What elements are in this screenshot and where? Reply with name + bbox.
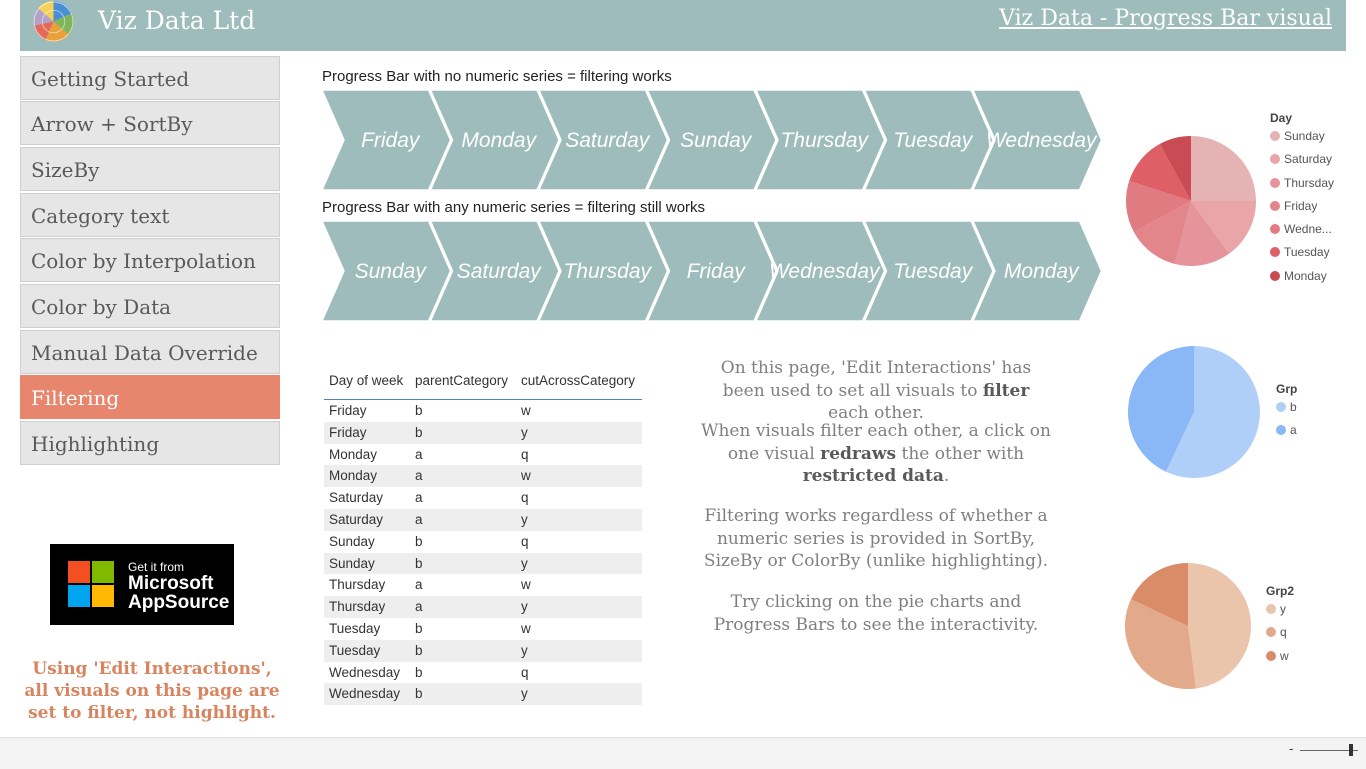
appsource-badge[interactable] bbox=[50, 544, 234, 625]
zoom-slider-handle[interactable] bbox=[1349, 744, 1353, 756]
table-cell: q bbox=[521, 490, 529, 506]
progress-step-label: Tuesday bbox=[893, 260, 973, 283]
table-cell: Wednesday bbox=[329, 664, 401, 680]
table-cell: a bbox=[415, 446, 423, 462]
table-row[interactable] bbox=[324, 465, 642, 487]
legend-item[interactable] bbox=[1276, 396, 1297, 419]
table-row[interactable] bbox=[324, 574, 642, 596]
legend-item[interactable] bbox=[1266, 645, 1294, 668]
status-bar bbox=[0, 737, 1366, 769]
legend-label: a bbox=[1290, 423, 1297, 438]
zoom-out-icon[interactable]: - bbox=[1289, 741, 1294, 756]
info-p2-text-e: . bbox=[943, 466, 950, 486]
legend-item[interactable] bbox=[1270, 148, 1334, 171]
legend-dot-icon bbox=[1266, 627, 1276, 637]
legend-item[interactable] bbox=[1270, 172, 1334, 195]
table-cell: y bbox=[521, 642, 528, 658]
legend-item[interactable] bbox=[1266, 598, 1294, 621]
info-paragraph-4: Try clicking on the pie charts and Progress Bars to see the interactivity. bbox=[713, 592, 1039, 635]
legend-label: w bbox=[1280, 648, 1289, 663]
info-p2-text-a: When visuals filter each other, a click on one visual bbox=[700, 421, 1051, 464]
table-cell: w bbox=[521, 620, 531, 636]
table-cell: a bbox=[415, 468, 423, 484]
legend-label: Friday bbox=[1284, 198, 1318, 213]
sidebar-item-highlighting[interactable]: Highlighting bbox=[20, 421, 280, 465]
legend-label: Tuesday bbox=[1284, 245, 1330, 260]
table-row[interactable] bbox=[324, 618, 642, 640]
table-cell: a bbox=[415, 577, 423, 593]
sidebar-item-color-by-data[interactable]: Color by Data bbox=[20, 284, 280, 328]
progress-bar-2-title: Progress Bar with any numeric series = filtering still works bbox=[322, 199, 706, 216]
table-row[interactable] bbox=[324, 640, 642, 662]
progress-step-label: Wednesday bbox=[768, 260, 880, 283]
page-title-link[interactable]: Viz Data - Progress Bar visual bbox=[999, 6, 1332, 31]
progress-bar-1-title: Progress Bar with no numeric series = filtering works bbox=[322, 68, 672, 85]
legend-dot-icon bbox=[1276, 425, 1286, 435]
legend-label: y bbox=[1280, 602, 1286, 616]
progress-step-label: Thursday bbox=[563, 260, 652, 283]
legend-title: Grp2 bbox=[1266, 584, 1295, 598]
pie-slice-sunday[interactable] bbox=[1191, 136, 1256, 201]
table-cell: w bbox=[521, 468, 531, 484]
legend-item[interactable] bbox=[1270, 125, 1334, 148]
legend-grp bbox=[1276, 382, 1297, 443]
microsoft-logo-icon bbox=[68, 561, 114, 607]
table-cell: a bbox=[415, 511, 423, 527]
table-row[interactable] bbox=[324, 422, 642, 444]
progress-step-label: Sunday bbox=[354, 260, 426, 283]
legend-item[interactable] bbox=[1276, 419, 1297, 442]
progress-step-label: Thursday bbox=[780, 129, 869, 152]
legend-dot-icon bbox=[1266, 604, 1276, 614]
table-cell: b bbox=[415, 620, 423, 636]
legend-label: Thursday bbox=[1284, 175, 1335, 190]
table-cell: w bbox=[521, 577, 531, 593]
table-cell: a bbox=[415, 490, 423, 506]
table-cell: b bbox=[415, 642, 423, 658]
table-header-parent[interactable]: parentCategory bbox=[415, 373, 509, 388]
table-cell: Sunday bbox=[329, 533, 375, 549]
table-row[interactable] bbox=[324, 400, 642, 422]
table-row[interactable] bbox=[324, 683, 642, 705]
legend-title: Day bbox=[1270, 111, 1293, 125]
table-row[interactable] bbox=[324, 662, 642, 684]
table-cell: y bbox=[521, 686, 528, 702]
progress-step-label: Monday bbox=[1003, 260, 1079, 283]
table-cell: Thursday bbox=[329, 599, 386, 615]
data-table bbox=[324, 368, 642, 705]
info-paragraph-1 bbox=[700, 357, 1052, 425]
table-row[interactable] bbox=[324, 596, 642, 618]
table-cell: w bbox=[521, 403, 531, 418]
sidebar-item-sizeby[interactable]: SizeBy bbox=[20, 147, 280, 191]
table-cell: q bbox=[521, 446, 529, 462]
progress-step-label: Saturday bbox=[565, 129, 650, 152]
info-p1-text-a: On this page, 'Edit Interactions' has been used to set all visuals to bbox=[720, 358, 1032, 401]
table-cell: Wednesday bbox=[329, 686, 401, 702]
table-header-cut[interactable]: cutAcrossCategory bbox=[521, 373, 636, 388]
table-header-day[interactable]: Day of week bbox=[329, 373, 404, 388]
progress-step-label: Monday bbox=[461, 129, 537, 152]
info-paragraph-3: Filtering works regardless of whether a numeric series is provided in SortBy, SizeBy or ColorBy (unlike highlighting). bbox=[703, 506, 1049, 571]
sidebar-item-color-by-interpolation[interactable]: Color by Interpolation bbox=[20, 238, 280, 282]
table-cell: b bbox=[415, 403, 423, 418]
table-cell: y bbox=[521, 555, 528, 571]
table-cell: b bbox=[415, 424, 423, 440]
table-cell: y bbox=[521, 599, 528, 615]
sidebar-item-arrow-sortby[interactable]: Arrow + SortBy bbox=[20, 101, 280, 145]
table-cell: q bbox=[521, 664, 529, 680]
legend-item[interactable] bbox=[1270, 265, 1334, 288]
table-cell: b bbox=[415, 664, 423, 680]
legend-dot-icon bbox=[1276, 402, 1286, 412]
legend-label: Sunday bbox=[1284, 129, 1325, 143]
table-header-row bbox=[324, 368, 642, 400]
legend-dot-icon bbox=[1270, 154, 1280, 164]
table-cell: Friday bbox=[329, 424, 367, 440]
info-p2-bold-restricted: restricted data bbox=[802, 466, 944, 486]
pie-chart-grp[interactable] bbox=[1128, 346, 1260, 478]
progress-step-label: Saturday bbox=[456, 260, 541, 283]
legend-label: Saturday bbox=[1284, 152, 1333, 167]
table-cell: Tuesday bbox=[329, 642, 381, 658]
info-paragraph-2 bbox=[700, 420, 1052, 488]
sidebar-item-manual-data-override[interactable]: Manual Data Override bbox=[20, 330, 280, 374]
table-cell: b bbox=[415, 686, 423, 702]
progress-step-label: Friday bbox=[361, 129, 420, 152]
legend-label: Monday bbox=[1284, 268, 1327, 283]
table-cell: Saturday bbox=[329, 490, 384, 506]
legend-item[interactable] bbox=[1270, 195, 1334, 218]
info-p2-text-c: the other with bbox=[896, 443, 1025, 464]
legend-dot-icon bbox=[1270, 247, 1280, 257]
table-cell: y bbox=[521, 511, 528, 527]
table-cell: b bbox=[415, 533, 423, 549]
sidebar-item-filtering[interactable]: Filtering bbox=[20, 375, 280, 419]
progress-bar-2[interactable] bbox=[322, 221, 1102, 321]
table-cell: Monday bbox=[329, 446, 378, 462]
sidebar-item-getting-started[interactable]: Getting Started bbox=[20, 56, 280, 100]
table-row[interactable] bbox=[324, 444, 642, 466]
legend-item[interactable] bbox=[1266, 621, 1294, 644]
table-row[interactable] bbox=[324, 509, 642, 531]
table-row[interactable] bbox=[324, 553, 642, 575]
table-cell: Tuesday bbox=[329, 620, 381, 636]
table-cell: Saturday bbox=[329, 511, 384, 527]
info-p1-text-c: each other. bbox=[828, 403, 924, 423]
table-cell: Friday bbox=[329, 403, 367, 418]
appsource-microsoft: Microsoft bbox=[128, 573, 214, 594]
legend-label: b bbox=[1290, 400, 1297, 414]
pie-chart-grp2[interactable] bbox=[1125, 563, 1251, 689]
appsource-appsource: AppSource bbox=[128, 592, 230, 613]
table-cell: Thursday bbox=[329, 577, 386, 593]
legend-grp2 bbox=[1266, 584, 1294, 668]
table-row[interactable] bbox=[324, 531, 642, 553]
legend-day bbox=[1270, 111, 1334, 288]
sidebar-item-category-text[interactable]: Category text bbox=[20, 193, 280, 237]
legend-dot-icon bbox=[1270, 178, 1280, 188]
table-cell: q bbox=[521, 533, 529, 549]
legend-dot-icon bbox=[1270, 224, 1280, 234]
brand-name: Viz Data Ltd bbox=[98, 6, 256, 35]
legend-title: Grp bbox=[1276, 382, 1298, 396]
filter-note: Using 'Edit Interactions', all visuals on this page are set to filter, not highlight. bbox=[24, 659, 280, 723]
table-cell: y bbox=[521, 424, 528, 440]
info-p2-bold-redraws: redraws bbox=[820, 443, 897, 464]
pie-chart-day[interactable] bbox=[1126, 136, 1256, 266]
appsource-get-it-from: Get it from bbox=[128, 560, 185, 574]
legend-dot-icon bbox=[1270, 131, 1280, 141]
legend-dot-icon bbox=[1266, 651, 1276, 661]
progress-bar-1[interactable] bbox=[322, 90, 1102, 190]
table-cell: Sunday bbox=[329, 555, 375, 571]
legend-item[interactable] bbox=[1270, 241, 1334, 264]
progress-step-label: Tuesday bbox=[893, 129, 973, 152]
legend-label: Wedne... bbox=[1284, 222, 1332, 237]
legend-dot-icon bbox=[1270, 201, 1280, 211]
table-cell: a bbox=[415, 599, 423, 615]
progress-step-label: Wednesday bbox=[985, 129, 1097, 152]
pie-slice-y[interactable] bbox=[1188, 563, 1251, 689]
table-cell: b bbox=[415, 555, 423, 571]
progress-step-label: Friday bbox=[686, 260, 745, 283]
legend-item[interactable] bbox=[1270, 218, 1334, 241]
progress-step-label: Sunday bbox=[680, 129, 752, 152]
table-row[interactable] bbox=[324, 487, 642, 509]
info-p1-bold: filter bbox=[982, 380, 1030, 401]
viz-data-logo-icon bbox=[33, 1, 74, 42]
table-cell: Monday bbox=[329, 468, 378, 484]
legend-label: q bbox=[1280, 625, 1287, 640]
legend-dot-icon bbox=[1270, 271, 1280, 281]
